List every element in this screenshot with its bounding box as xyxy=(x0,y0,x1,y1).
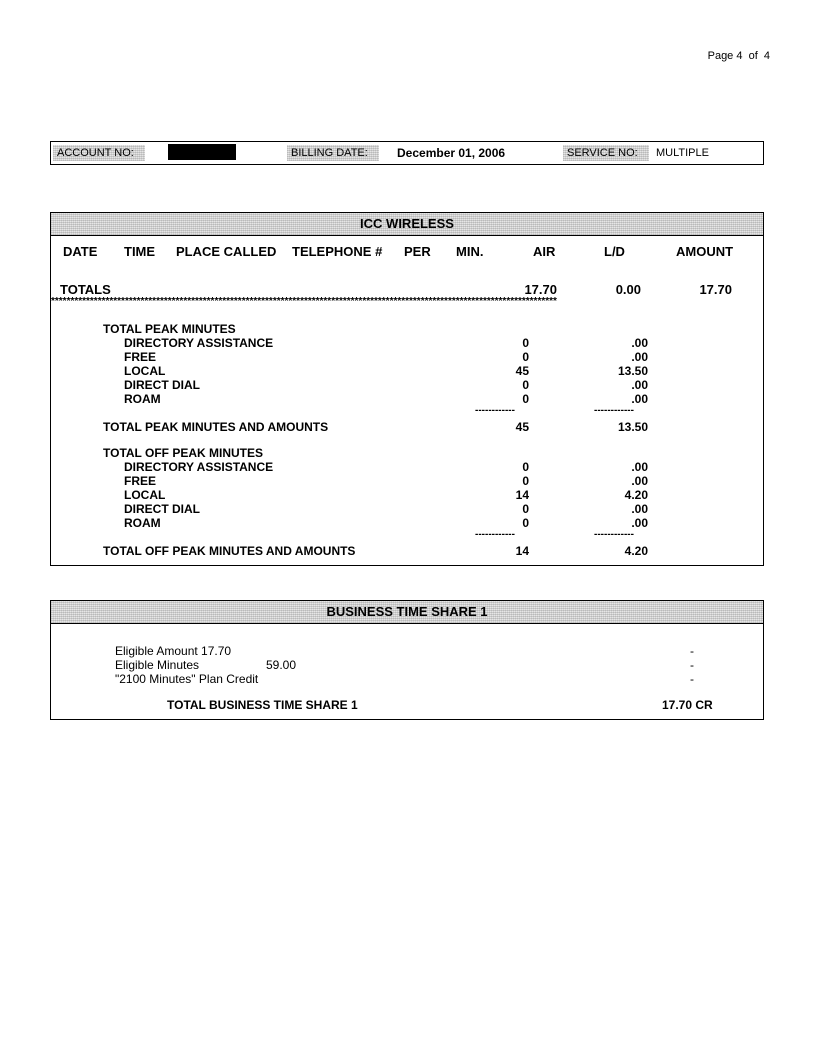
peak-row-label: DIRECTORY ASSISTANCE xyxy=(124,336,274,350)
offpeak-row-minutes: 0 xyxy=(522,516,529,530)
peak-row-minutes: 45 xyxy=(515,364,529,378)
peak-row-amount: .00 xyxy=(631,392,648,406)
bts-total-value: 17.70 CR xyxy=(662,698,713,712)
peak-row-minutes: 0 xyxy=(522,336,529,350)
account-header xyxy=(50,141,764,165)
peak-row-amount: 13.50 xyxy=(617,364,648,378)
eligible-amount-dash: - xyxy=(690,644,694,658)
offpeak-row-label: ROAM xyxy=(124,516,161,530)
page-number: Page 4 of 4 xyxy=(707,50,770,62)
asterisk-separator: ********************************************************************************************************************************** xyxy=(51,297,557,307)
peak-minutes-dash: ------------ xyxy=(475,405,515,416)
plan-credit-label: "2100 Minutes" Plan Credit xyxy=(115,672,259,686)
service-no-label: SERVICE NO: xyxy=(563,145,649,161)
col-date: DATE xyxy=(63,244,98,259)
offpeak-header: TOTAL OFF PEAK MINUTES xyxy=(103,446,264,460)
peak-total-amount: 13.50 xyxy=(617,420,648,434)
peak-row-label: ROAM xyxy=(124,392,161,406)
offpeak-amount-dash: ------------ xyxy=(594,529,634,540)
peak-header: TOTAL PEAK MINUTES xyxy=(103,322,236,336)
peak-row-minutes: 0 xyxy=(522,392,529,406)
offpeak-row-label: DIRECTORY ASSISTANCE xyxy=(124,460,274,474)
col-amount: AMOUNT xyxy=(676,244,734,259)
offpeak-row-minutes: 0 xyxy=(522,474,529,488)
col-per: PER xyxy=(404,244,431,259)
peak-row-amount: .00 xyxy=(631,378,648,392)
business-time-share-section xyxy=(50,600,764,720)
peak-row-minutes: 0 xyxy=(522,378,529,392)
offpeak-row-label: FREE xyxy=(124,474,157,488)
col-place-called: PLACE CALLED xyxy=(176,244,277,259)
totals-label: TOTALS xyxy=(60,282,111,297)
offpeak-minutes-dash: ------------ xyxy=(475,529,515,540)
peak-row-minutes: 0 xyxy=(522,350,529,364)
col-telephone: TELEPHONE # xyxy=(292,244,383,259)
offpeak-row-amount: 4.20 xyxy=(624,488,648,502)
offpeak-row-amount: .00 xyxy=(631,502,648,516)
offpeak-row-minutes: 14 xyxy=(515,488,529,502)
billing-date-label: BILLING DATE: xyxy=(287,145,379,161)
icc-wireless-section xyxy=(50,212,764,566)
offpeak-row-label: DIRECT DIAL xyxy=(124,502,200,516)
peak-total-minutes: 45 xyxy=(515,420,529,434)
peak-amount-dash: ------------ xyxy=(594,405,634,416)
col-air: AIR xyxy=(533,244,556,259)
eligible-amount-label: Eligible Amount 17.70 xyxy=(115,644,232,658)
peak-row-label: LOCAL xyxy=(124,364,166,378)
totals-ld: 0.00 xyxy=(615,282,641,297)
service-no-value: MULTIPLE xyxy=(656,147,709,159)
col-min: MIN. xyxy=(456,244,484,259)
offpeak-row-minutes: 0 xyxy=(522,460,529,474)
plan-credit-dash: - xyxy=(690,672,694,686)
eligible-minutes-dash: - xyxy=(690,658,694,672)
offpeak-total-minutes: 14 xyxy=(515,544,529,558)
col-ld: L/D xyxy=(604,244,625,259)
eligible-minutes-label: Eligible Minutes xyxy=(115,658,200,672)
offpeak-row-amount: .00 xyxy=(631,516,648,530)
offpeak-row-minutes: 0 xyxy=(522,502,529,516)
totals-amount: 17.70 xyxy=(699,282,732,297)
bts-total-label: TOTAL BUSINESS TIME SHARE 1 xyxy=(167,698,358,712)
account-no-label: ACCOUNT NO: xyxy=(53,145,145,161)
billing-date-value: December 01, 2006 xyxy=(397,146,506,160)
business-time-share-title: BUSINESS TIME SHARE 1 xyxy=(51,601,763,624)
offpeak-row-amount: .00 xyxy=(631,474,648,488)
icc-wireless-title: ICC WIRELESS xyxy=(51,213,763,236)
peak-row-amount: .00 xyxy=(631,336,648,350)
offpeak-total-label: TOTAL OFF PEAK MINUTES AND AMOUNTS xyxy=(103,544,356,558)
offpeak-row-amount: .00 xyxy=(631,460,648,474)
peak-row-amount: .00 xyxy=(631,350,648,364)
peak-row-label: FREE xyxy=(124,350,157,364)
totals-air: 17.70 xyxy=(524,282,557,297)
offpeak-row-label: LOCAL xyxy=(124,488,166,502)
offpeak-total-amount: 4.20 xyxy=(624,544,648,558)
redacted-account-number xyxy=(168,144,236,160)
col-time: TIME xyxy=(124,244,156,259)
peak-row-label: DIRECT DIAL xyxy=(124,378,200,392)
peak-total-label: TOTAL PEAK MINUTES AND AMOUNTS xyxy=(103,420,329,434)
eligible-minutes-value: 59.00 xyxy=(266,658,297,672)
